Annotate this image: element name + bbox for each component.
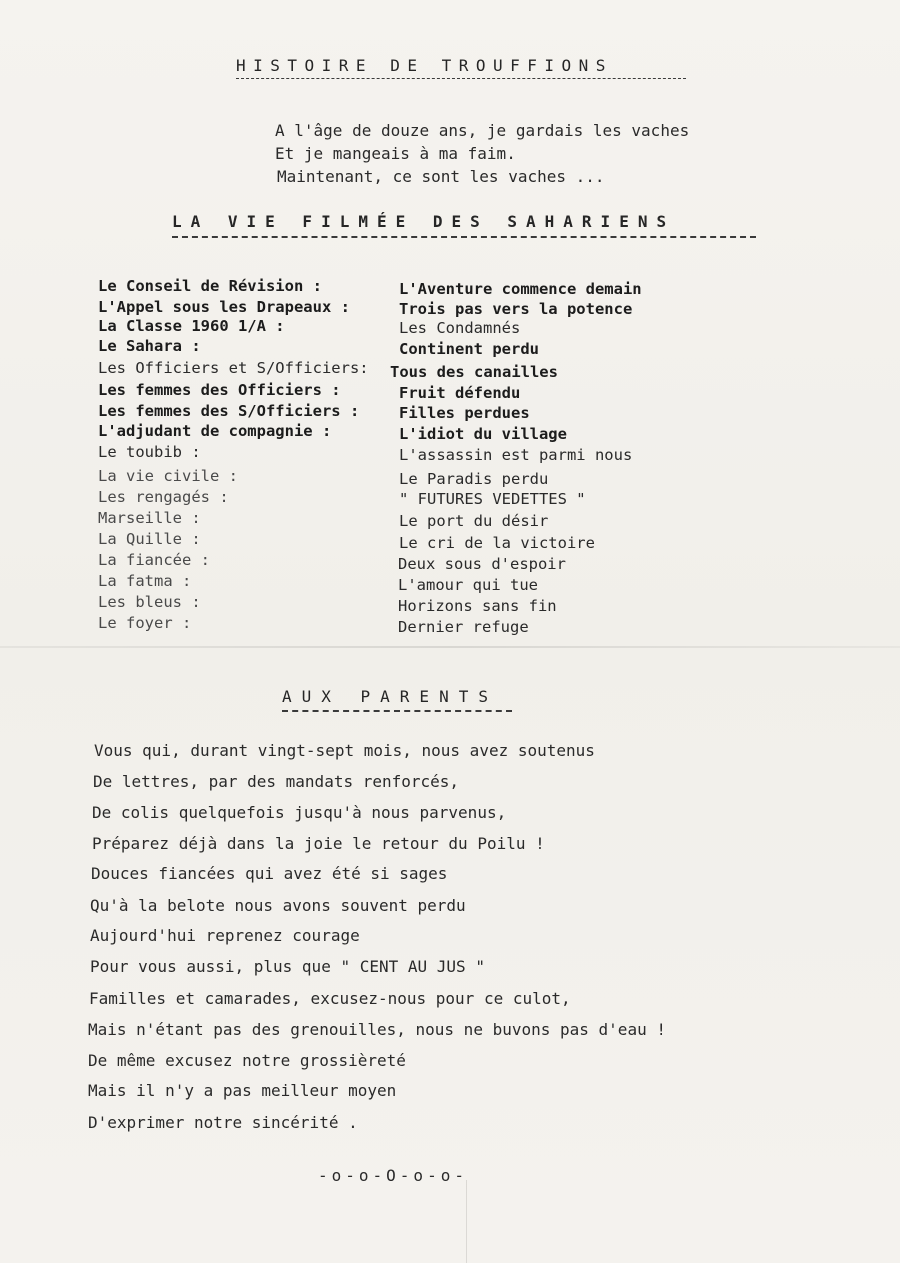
film-subject: L'adjudant de compagnie : bbox=[98, 422, 332, 440]
film-subject: Marseille : bbox=[98, 509, 201, 527]
fold-crease bbox=[0, 646, 900, 648]
film-subject: Les femmes des S/Officiers : bbox=[98, 402, 360, 420]
title-underline bbox=[282, 710, 512, 712]
poem-line: Mais n'étant pas des grenouilles, nous ne buvons pas d'eau ! bbox=[88, 1020, 666, 1039]
title-underline bbox=[172, 236, 756, 238]
ornament-divider: -o-o-O-o-o- bbox=[318, 1166, 468, 1185]
film-subject: Les bleus : bbox=[98, 593, 201, 611]
poem-line: Qu'à la belote nous avons souvent perdu bbox=[90, 896, 466, 915]
film-title: L'idiot du village bbox=[399, 425, 567, 443]
film-subject: Le foyer : bbox=[98, 614, 192, 632]
film-title: L'assassin est parmi nous bbox=[399, 446, 633, 464]
poem-line: Vous qui, durant vingt-sept mois, nous avez soutenus bbox=[94, 741, 595, 760]
film-subject: La fiancée : bbox=[98, 551, 210, 569]
film-subject: La Classe 1960 1/A : bbox=[98, 317, 285, 335]
film-title: Le Paradis perdu bbox=[399, 470, 549, 488]
poem-line: De même excusez notre grossièreté bbox=[88, 1051, 406, 1070]
film-title: Dernier refuge bbox=[398, 618, 529, 636]
film-title: Filles perdues bbox=[399, 404, 530, 422]
poem-line: Mais il n'y a pas meilleur moyen bbox=[88, 1081, 397, 1100]
film-title: Tous des canailles bbox=[390, 363, 558, 381]
film-title: Deux sous d'espoir bbox=[398, 555, 566, 573]
title-aux-parents: AUX PARENTS bbox=[282, 687, 498, 706]
film-subject: L'Appel sous les Drapeaux : bbox=[98, 298, 350, 316]
film-title: L'Aventure commence demain bbox=[399, 280, 642, 298]
title-underline bbox=[236, 78, 686, 79]
film-subject: Le Sahara : bbox=[98, 337, 201, 355]
title-la-vie-filmee: LA VIE FILMÉE DES SAHARIENS bbox=[172, 212, 676, 231]
film-title: Le port du désir bbox=[399, 512, 549, 530]
poem-line: Pour vous aussi, plus que " CENT AU JUS " bbox=[90, 957, 485, 976]
film-title: Fruit défendu bbox=[399, 384, 521, 402]
film-title: Les Condamnés bbox=[399, 319, 521, 337]
fold-crease-vertical bbox=[466, 1180, 467, 1263]
film-title: Trois pas vers la potence bbox=[399, 300, 633, 318]
poem-line: De colis quelquefois jusqu'à nous parvenus, bbox=[92, 803, 507, 822]
intro-line: Maintenant, ce sont les vaches ... bbox=[277, 167, 605, 186]
intro-line: Et je mangeais à ma faim. bbox=[275, 144, 516, 163]
film-title: L'amour qui tue bbox=[398, 576, 538, 594]
film-subject: Le toubib : bbox=[98, 443, 201, 461]
film-subject: La fatma : bbox=[98, 572, 192, 590]
poem-line: Aujourd'hui reprenez courage bbox=[90, 926, 360, 945]
film-subject: Les rengagés : bbox=[98, 488, 229, 506]
poem-line: Douces fiancées qui avez été si sages bbox=[91, 864, 448, 883]
poem-line: Familles et camarades, excusez-nous pour ce culot, bbox=[89, 989, 571, 1008]
poem-line: D'exprimer notre sincérité . bbox=[88, 1113, 358, 1132]
film-subject: La Quille : bbox=[98, 530, 201, 548]
film-subject: Les Officiers et S/Officiers: bbox=[98, 359, 369, 377]
film-title: Le cri de la victoire bbox=[399, 534, 595, 552]
film-title: Horizons sans fin bbox=[398, 597, 557, 615]
film-title: " FUTURES VEDETTES " bbox=[399, 490, 586, 508]
intro-line: A l'âge de douze ans, je gardais les vaches bbox=[275, 121, 690, 140]
film-subject: La vie civile : bbox=[98, 467, 238, 485]
film-subject: Le Conseil de Révision : bbox=[98, 277, 322, 295]
poem-line: Préparez déjà dans la joie le retour du Poilu ! bbox=[92, 834, 545, 853]
film-subject: Les femmes des Officiers : bbox=[98, 381, 341, 399]
poem-line: De lettres, par des mandats renforcés, bbox=[93, 772, 460, 791]
film-title: Continent perdu bbox=[399, 340, 539, 358]
title-histoire-de-trouffions: HISTOIRE DE TROUFFIONS bbox=[236, 56, 613, 75]
